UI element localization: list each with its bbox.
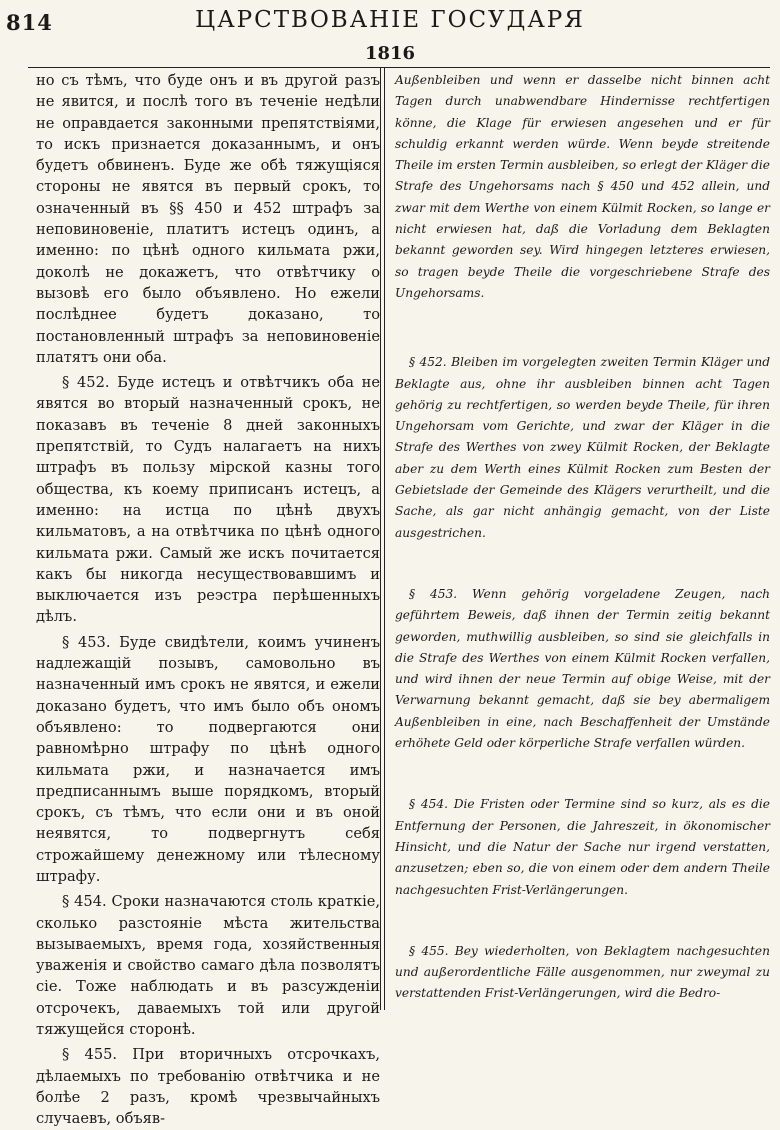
running-title: ЦАРСТВОВАНІЕ ГОСУДАРЯ <box>195 7 585 33</box>
page-number: 814 <box>6 10 53 35</box>
german-section-453: § 453. Wenn gehörig vorgeladene Zeugen, nach geführtem Beweis, daß ihnen der Termin zeitig bekannt geworden, muthwillig ausbleiben, so sind sie gleichfalls in die Strafe des Werthes von einem Külmit Rocken verfallen, und wird ihnen der neue Termin auf obige Weise, mit der Verwarnung bekannt gemacht, daß sie bey abermaligem Außenbleiben in eine, nach Beschaffenheit der Umstände erhöhete Geld oder körperliche Strafe verfallen würden. <box>395 586 770 751</box>
section-text: Буде свидѣтели, коимъ учиненъ надлежащій позывъ, самовольно въ назначенный имъ срокъ не явятся, и ежели доказано будетъ, что имъ было объ ономъ объявлено: то подвергаются они равномѣрно штрафу по цѣнѣ одного кильмата ржи, и назначается имъ предписаннымъ выше порядкомъ, вторый срокъ, съ тѣмъ, что если они и въ оной неявятся, то подвергнутъ себя строжайшему денежному или тѣлесному штрафу. <box>36 633 381 885</box>
column-divider <box>380 67 381 1010</box>
paragraph-continued: но съ тѣмъ, что буде онъ и въ другой разъ не явится, и послѣ того въ теченіе недѣли не оправдается законными препятствіями, то искъ признается доказаннымъ, и онъ будетъ обвиненъ. Буде же обѣ тяжущіяся стороны не явятся въ первый срокъ, то означенный въ §§ 450 и 452 штрафъ за неповиновеніе, платитъ истецъ одинъ, а именно: по цѣнѣ одного кильмата ржи, доколѣ не докажетъ, что отвѣтчику о вызовѣ его было объявлено. Но ежели послѣднее будетъ доказано, то постановленный штрафъ за неповиновеніе платятъ они оба. <box>36 72 380 366</box>
section-mark: § 453. <box>62 633 111 651</box>
section-text: Сроки назначаются столь краткіе, сколько разстояніе мѣста жительства вызываемыхъ, время года, хозяйственныя уваженія и свойство самаго дѣла позволятъ сіе. Тоже наблюдать и въ разсужденіи отсрочекъ, даваемыхъ той или другой тяжущейся сторонѣ. <box>36 893 381 1039</box>
section-453 <box>36 632 380 888</box>
header-rule <box>28 67 770 68</box>
page-year: 1816 <box>364 43 416 64</box>
russian-column <box>36 70 380 1130</box>
section-454 <box>36 891 380 1040</box>
german-column <box>395 70 770 1005</box>
german-section-452: § 452. Bleiben im vorgelegten zweiten Termin Kläger und Beklagte aus, ohne ihr ausbleiben binnen acht Tagen gehörig zu rechtfertigen, so werden beyde Theile, für ihren Ungehorsam vom Gerichte, und zwar der Kläger in die Strafe des Werthes von zwey Külmit Rocken, der Beklagte aber zu dem Werth eines Külmit Rocken zum Besten der Gebietslade der Gemeinde des Klägers verurtheilt, und die Sache, als gar nicht anhängig gemacht, von der Liste ausgestrichen. <box>395 355 770 540</box>
section-mark: § 452. <box>62 374 110 392</box>
section-mark: § 455. <box>62 1046 118 1064</box>
section-455 <box>36 1044 380 1129</box>
section-text: Буде истецъ и отвѣтчикъ оба не явятся во вторый назначенный срокъ, не показавъ въ теченіе 8 дней законныхъ препятствій, то Судъ налагаетъ на нихъ штрафъ въ пользу мірской казны того общества, къ коему приписанъ истецъ, а именно: на истца по цѣнѣ двухъ кильматовъ, а на отвѣтчика по цѣнѣ одного кильмата ржи. Самый же искъ почитается какъ бы никогда несуществовавшимъ и выключается изъ реэстра перѣшенныхъ дѣлъ. <box>36 374 380 626</box>
column-divider-inner <box>384 67 385 1010</box>
german-paragraph-continued: Außenbleiben und wenn er dasselbe nicht binnen acht Tagen durch unabwendbare Hindernisse rechtfertigen könne, die Klage für erwiesen angesehen und er für schuldig erkannt werden würde. Wenn beyde streitende Theile im ersten Termin ausbleiben, so erlegt der Kläger die Strafe des Ungehorsams nach § 450 und 452 allein, und zwar mit dem Werthe von einem Külmit Rocken, so lange er nicht erwiesen hat, daß die Vorladung dem Beklagten bekannt geworden sey. Wird hingegen letzteres erwiesen, so tragen beyde Theile die vorgeschriebene Strafe des Ungehorsams. <box>395 73 770 300</box>
german-section-455: § 455. Bey wiederholten, von Beklagtem nachgesuchten und außerordentliche Fälle ausgenommen, nur zweymal zu verstattenden Frist-Verlängerungen, wird die Bedro- <box>395 943 770 1001</box>
german-section-454: § 454. Die Fristen oder Termine sind so kurz, als es die Entfernung der Personen, die Jahreszeit, in ökonomischer Hinsicht, und die Natur der Sache nur irgend verstatten, anzusetzen; eben so, die von einem oder dem andern Theile nachgesuchten Frist-Verlängerungen. <box>395 797 770 897</box>
section-mark: § 454. <box>62 893 107 911</box>
section-452 <box>36 372 380 628</box>
section-text: При вторичныхъ отсрочкахъ, дѣлаемыхъ по требованію отвѣтчика и не болѣе 2 разъ, кромѣ чрезвычайныхъ случаевъ, объяв- <box>36 1046 381 1128</box>
